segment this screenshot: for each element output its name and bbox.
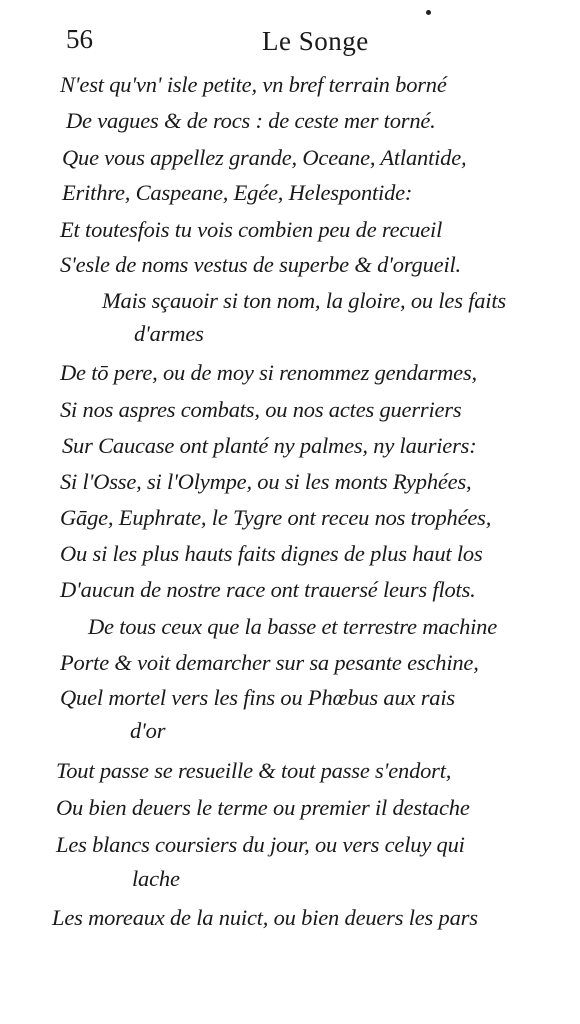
verse-line: Et toutesfois tu vois combien peu de recueil: [60, 217, 443, 242]
verse-line: Sur Caucase ont planté ny palmes, ny lauriers:: [62, 433, 477, 458]
verse-line: Gāge, Euphrate, le Tygre ont receu nos trophées,: [60, 505, 492, 530]
verse-line: D'aucun de nostre race ont trauersé leurs flots.: [60, 577, 476, 602]
verse-line: Porte & voit demarcher sur sa pesante eschine,: [60, 650, 479, 675]
verse-line: S'esle de noms vestus de superbe & d'orgueil.: [60, 252, 461, 277]
verse-line: d'armes: [134, 321, 204, 346]
verse-line: Que vous appellez grande, Oceane, Atlantide,: [62, 145, 467, 170]
verse-line: Tout passe se resueille & tout passe s'endort,: [56, 758, 452, 783]
verse-line: Mais sçauoir si ton nom, la gloire, ou les faits: [102, 288, 506, 313]
verse-line: Ou si les plus hauts faits dignes de plus haut los: [60, 541, 483, 566]
verse-line: De tous ceux que la basse et terrestre machine: [88, 614, 498, 639]
verse-line: De tō pere, ou de moy si renommez gendarmes,: [60, 360, 477, 385]
verse-line: Erithre, Caspeane, Egée, Helespontide:: [62, 180, 413, 205]
verse-line: Les moreaux de la nuict, ou bien deuers les pars: [52, 905, 478, 930]
page-number: 56: [66, 24, 93, 54]
verse-line: lache: [132, 866, 180, 891]
verse-line: Si l'Osse, si l'Olympe, ou si les monts Ryphées,: [60, 469, 472, 494]
verse-line: Ou bien deuers le terme ou premier il destache: [56, 795, 470, 820]
running-title: Le Songe: [262, 26, 369, 56]
verse-line: Quel mortel vers les fins ou Phœbus aux rais: [60, 685, 455, 710]
verse-line: Si nos aspres combats, ou nos actes guerriers: [60, 397, 462, 422]
verse-line: De vagues & de rocs : de ceste mer torné.: [66, 108, 436, 133]
verse-line: N'est qu'vn' isle petite, vn bref terrain borné: [60, 72, 447, 97]
verse-line: d'or: [130, 718, 166, 743]
verse-line: Les blancs coursiers du jour, ou vers celuy qui: [56, 832, 465, 857]
ink-dot: [426, 10, 431, 15]
